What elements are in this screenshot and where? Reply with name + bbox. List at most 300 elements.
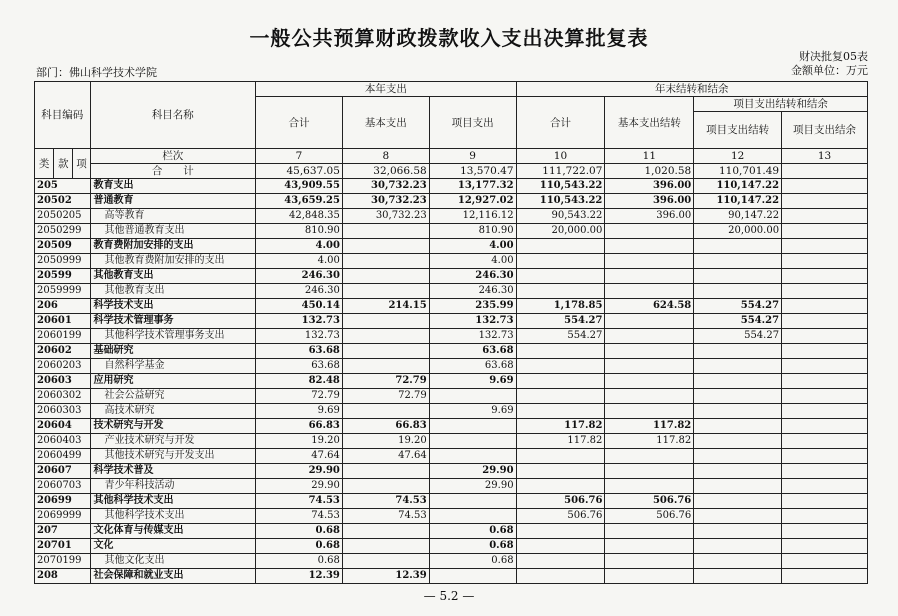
- row-value-v9: 235.99: [429, 299, 516, 314]
- row-value-v9: 0.68: [429, 524, 516, 539]
- row-value-v10: [516, 374, 605, 389]
- row-code: 20701: [35, 539, 91, 554]
- row-value-v11: [605, 404, 694, 419]
- row-value-v10: 90,543.22: [516, 209, 605, 224]
- row-name: 其他教育支出: [90, 269, 256, 284]
- row-value-v13: [782, 554, 868, 569]
- row-value-v11: [605, 389, 694, 404]
- row-value-v8: 72.79: [342, 374, 429, 389]
- row-value-v10: [516, 359, 605, 374]
- row-value-v10: 110,543.22: [516, 194, 605, 209]
- budget-table: [34, 81, 868, 584]
- row-value-v10: [516, 389, 605, 404]
- row-value-v8: [342, 329, 429, 344]
- row-value-v9: [429, 419, 516, 434]
- row-value-v10: [516, 254, 605, 269]
- header-ye-total: 合计: [516, 97, 605, 149]
- row-code: 2050299: [35, 224, 91, 239]
- row-value-v9: 246.30: [429, 269, 516, 284]
- row-value-v11: 396.00: [605, 179, 694, 194]
- row-value-v9: 4.00: [429, 239, 516, 254]
- row-value-v13: [782, 434, 868, 449]
- row-value-v9: 246.30: [429, 284, 516, 299]
- row-value-v13: [782, 254, 868, 269]
- total-v8: 32,066.58: [342, 164, 429, 179]
- row-value-v12: [694, 449, 782, 464]
- row-value-v13: [782, 239, 868, 254]
- row-value-v9: 0.68: [429, 539, 516, 554]
- col-no-7: 7: [256, 149, 343, 164]
- row-value-v7: 43,659.25: [256, 194, 343, 209]
- row-value-v13: [782, 194, 868, 209]
- row-value-v7: 29.90: [256, 464, 343, 479]
- row-value-v8: 30,732.23: [342, 209, 429, 224]
- table-row: [35, 239, 868, 254]
- row-value-v12: [694, 374, 782, 389]
- row-value-v11: [605, 224, 694, 239]
- row-value-v13: [782, 299, 868, 314]
- row-value-v8: [342, 554, 429, 569]
- header-current-year: 本年支出: [256, 82, 516, 97]
- row-value-v8: [342, 224, 429, 239]
- row-name: 文化: [90, 539, 256, 554]
- row-value-v8: [342, 269, 429, 284]
- row-value-v8: 12.39: [342, 569, 429, 584]
- row-value-v13: [782, 404, 868, 419]
- row-value-v11: [605, 269, 694, 284]
- row-value-v12: 554.27: [694, 314, 782, 329]
- row-name: 文化体育与传媒支出: [90, 524, 256, 539]
- row-code: 20602: [35, 344, 91, 359]
- row-value-v9: [429, 449, 516, 464]
- row-value-v9: 13,177.32: [429, 179, 516, 194]
- row-value-v7: 0.68: [256, 554, 343, 569]
- header-code: 科目编码: [35, 82, 91, 149]
- row-value-v11: 624.58: [605, 299, 694, 314]
- row-code: 20603: [35, 374, 91, 389]
- row-value-v11: [605, 479, 694, 494]
- col-no-13: 13: [782, 149, 868, 164]
- row-value-v13: [782, 329, 868, 344]
- row-value-v13: [782, 374, 868, 389]
- row-value-v7: 450.14: [256, 299, 343, 314]
- row-code: 206: [35, 299, 91, 314]
- row-value-v7: 132.73: [256, 314, 343, 329]
- row-code: 2060302: [35, 389, 91, 404]
- row-value-v12: 554.27: [694, 329, 782, 344]
- row-value-v9: 4.00: [429, 254, 516, 269]
- row-value-v9: 29.90: [429, 479, 516, 494]
- row-code: 2069999: [35, 509, 91, 524]
- table-row: [35, 389, 868, 404]
- table-row: [35, 329, 868, 344]
- row-value-v8: [342, 254, 429, 269]
- total-v9: 13,570.47: [429, 164, 516, 179]
- row-code: 2060199: [35, 329, 91, 344]
- row-value-v7: 4.00: [256, 239, 343, 254]
- row-code: 207: [35, 524, 91, 539]
- row-value-v11: 396.00: [605, 209, 694, 224]
- row-value-v9: [429, 569, 516, 584]
- row-value-v13: [782, 344, 868, 359]
- table-row: [35, 254, 868, 269]
- row-code: 2060203: [35, 359, 91, 374]
- row-name: 科学技术管理事务: [90, 314, 256, 329]
- header-project-group: 项目支出结转和结余: [694, 97, 868, 112]
- row-value-v8: 214.15: [342, 299, 429, 314]
- row-value-v9: 810.90: [429, 224, 516, 239]
- row-value-v8: [342, 359, 429, 374]
- header-project: 项目支出: [429, 97, 516, 149]
- total-v12: 110,701.49: [694, 164, 782, 179]
- row-value-v10: [516, 404, 605, 419]
- page-title: 一般公共预算财政拨款收入支出决算批复表: [249, 26, 649, 50]
- col-no-11: 11: [605, 149, 694, 164]
- row-value-v13: [782, 224, 868, 239]
- row-value-v13: [782, 464, 868, 479]
- row-value-v10: [516, 239, 605, 254]
- row-value-v8: 72.79: [342, 389, 429, 404]
- row-value-v13: [782, 479, 868, 494]
- col-no-9: 9: [429, 149, 516, 164]
- row-value-v13: [782, 419, 868, 434]
- row-value-v7: 246.30: [256, 269, 343, 284]
- row-value-v7: 0.68: [256, 524, 343, 539]
- row-code: 20607: [35, 464, 91, 479]
- row-name: 高技术研究: [90, 404, 256, 419]
- row-name: 其他科学技术支出: [90, 494, 256, 509]
- row-value-v12: 110,147.22: [694, 194, 782, 209]
- row-value-v11: [605, 284, 694, 299]
- row-value-v13: [782, 284, 868, 299]
- table-row: [35, 419, 868, 434]
- row-code: 205: [35, 179, 91, 194]
- row-value-v13: [782, 509, 868, 524]
- row-value-v10: [516, 464, 605, 479]
- row-name: 社会保障和就业支出: [90, 569, 256, 584]
- header-name: 科目名称: [90, 82, 256, 149]
- row-name: 科学技术支出: [90, 299, 256, 314]
- row-name: 科学技术普及: [90, 464, 256, 479]
- row-value-v11: [605, 359, 694, 374]
- row-value-v8: [342, 284, 429, 299]
- row-code: 20502: [35, 194, 91, 209]
- row-value-v7: 12.39: [256, 569, 343, 584]
- row-code: 2060703: [35, 479, 91, 494]
- col-no-12: 12: [694, 149, 782, 164]
- table-row: [35, 404, 868, 419]
- total-v13: [782, 164, 868, 179]
- row-value-v12: [694, 269, 782, 284]
- row-value-v12: [694, 569, 782, 584]
- row-value-v13: [782, 269, 868, 284]
- row-value-v11: [605, 329, 694, 344]
- row-value-v12: [694, 494, 782, 509]
- row-name: 应用研究: [90, 374, 256, 389]
- row-value-v12: [694, 464, 782, 479]
- unit-label: 金额单位：万元: [791, 64, 868, 77]
- row-value-v7: 246.30: [256, 284, 343, 299]
- row-value-v9: 9.69: [429, 404, 516, 419]
- row-value-v7: 42,848.35: [256, 209, 343, 224]
- row-value-v9: 12,116.12: [429, 209, 516, 224]
- table-row: [35, 224, 868, 239]
- row-value-v13: [782, 314, 868, 329]
- row-value-v12: [694, 389, 782, 404]
- row-value-v12: 554.27: [694, 299, 782, 314]
- row-value-v13: [782, 359, 868, 374]
- row-value-v7: 810.90: [256, 224, 343, 239]
- table-row: [35, 554, 868, 569]
- total-v11: 1,020.58: [605, 164, 694, 179]
- row-value-v11: [605, 314, 694, 329]
- row-value-v11: 117.82: [605, 434, 694, 449]
- row-value-v13: [782, 449, 868, 464]
- row-code: 2070199: [35, 554, 91, 569]
- row-value-v9: 12,927.02: [429, 194, 516, 209]
- row-value-v10: [516, 344, 605, 359]
- row-value-v10: [516, 554, 605, 569]
- row-value-v12: 90,147.22: [694, 209, 782, 224]
- row-code: 20604: [35, 419, 91, 434]
- row-value-v13: [782, 494, 868, 509]
- row-name: 青少年科技活动: [90, 479, 256, 494]
- row-value-v9: 9.69: [429, 374, 516, 389]
- table-row: [35, 194, 868, 209]
- row-value-v12: [694, 419, 782, 434]
- row-value-v13: [782, 539, 868, 554]
- row-name: 其他教育支出: [90, 284, 256, 299]
- row-name: 其他科学技术管理事务支出: [90, 329, 256, 344]
- row-value-v7: 74.53: [256, 509, 343, 524]
- row-code: 2050999: [35, 254, 91, 269]
- row-value-v11: 506.76: [605, 509, 694, 524]
- row-value-v8: [342, 404, 429, 419]
- row-value-v9: 132.73: [429, 329, 516, 344]
- row-value-v12: [694, 404, 782, 419]
- row-value-v8: 74.53: [342, 494, 429, 509]
- row-name: 社会公益研究: [90, 389, 256, 404]
- row-value-v7: 132.73: [256, 329, 343, 344]
- row-value-v11: [605, 464, 694, 479]
- row-value-v12: [694, 509, 782, 524]
- row-value-v10: [516, 449, 605, 464]
- row-value-v11: 117.82: [605, 419, 694, 434]
- row-value-v10: 117.82: [516, 434, 605, 449]
- row-code: 2060499: [35, 449, 91, 464]
- table-row: [35, 359, 868, 374]
- row-value-v8: [342, 344, 429, 359]
- row-value-v8: 74.53: [342, 509, 429, 524]
- row-value-v9: [429, 389, 516, 404]
- table-row: [35, 269, 868, 284]
- table-row: [35, 434, 868, 449]
- row-value-v10: [516, 479, 605, 494]
- row-value-v12: 110,147.22: [694, 179, 782, 194]
- row-code: 2060403: [35, 434, 91, 449]
- row-value-v12: [694, 434, 782, 449]
- row-value-v10: 1,178.85: [516, 299, 605, 314]
- row-code: 2060303: [35, 404, 91, 419]
- row-value-v13: [782, 389, 868, 404]
- table-row: [35, 539, 868, 554]
- row-value-v12: [694, 254, 782, 269]
- row-value-v12: [694, 284, 782, 299]
- row-code: 20601: [35, 314, 91, 329]
- row-value-v13: [782, 569, 868, 584]
- row-value-v8: [342, 479, 429, 494]
- row-value-v7: 4.00: [256, 254, 343, 269]
- row-value-v13: [782, 524, 868, 539]
- table-row: [35, 449, 868, 464]
- row-value-v12: [694, 479, 782, 494]
- row-value-v8: [342, 539, 429, 554]
- row-name: 产业技术研究与开发: [90, 434, 256, 449]
- row-value-v8: [342, 464, 429, 479]
- row-name: 教育支出: [90, 179, 256, 194]
- row-value-v12: [694, 359, 782, 374]
- row-value-v7: 47.64: [256, 449, 343, 464]
- row-code: 20509: [35, 239, 91, 254]
- row-value-v7: 63.68: [256, 344, 343, 359]
- row-name: 自然科学基金: [90, 359, 256, 374]
- row-name: 教育费附加安排的支出: [90, 239, 256, 254]
- row-value-v11: [605, 554, 694, 569]
- header-kuan: 款: [54, 149, 73, 179]
- row-value-v10: [516, 269, 605, 284]
- row-value-v7: 43,909.55: [256, 179, 343, 194]
- table-row: [35, 179, 868, 194]
- row-value-v11: [605, 449, 694, 464]
- row-code: 208: [35, 569, 91, 584]
- table-row: [35, 209, 868, 224]
- table-row: [35, 509, 868, 524]
- row-value-v10: 110,543.22: [516, 179, 605, 194]
- row-value-v11: 506.76: [605, 494, 694, 509]
- row-value-v8: 66.83: [342, 419, 429, 434]
- row-value-v11: [605, 374, 694, 389]
- row-value-v7: 63.68: [256, 359, 343, 374]
- header-total: 合计: [256, 97, 343, 149]
- table-row: [35, 479, 868, 494]
- row-code: 2059999: [35, 284, 91, 299]
- row-value-v12: 20,000.00: [694, 224, 782, 239]
- header-xiang: 项: [73, 149, 90, 179]
- row-name: 其他科学技术支出: [90, 509, 256, 524]
- row-value-v8: [342, 524, 429, 539]
- row-name: 其他普通教育支出: [90, 224, 256, 239]
- row-name: 技术研究与开发: [90, 419, 256, 434]
- row-value-v7: 74.53: [256, 494, 343, 509]
- row-value-v9: [429, 494, 516, 509]
- row-name: 其他技术研究与开发支出: [90, 449, 256, 464]
- row-value-v10: [516, 524, 605, 539]
- row-value-v11: 396.00: [605, 194, 694, 209]
- row-value-v7: 19.20: [256, 434, 343, 449]
- row-value-v7: 29.90: [256, 479, 343, 494]
- table-row: [35, 314, 868, 329]
- header-lei: 类: [35, 149, 54, 179]
- table-row: [35, 464, 868, 479]
- row-value-v12: [694, 524, 782, 539]
- row-value-v11: [605, 524, 694, 539]
- row-code: 20599: [35, 269, 91, 284]
- row-value-v11: [605, 539, 694, 554]
- header-ye-basic: 基本支出结转: [605, 97, 694, 149]
- row-value-v9: 29.90: [429, 464, 516, 479]
- table-row: [35, 344, 868, 359]
- row-value-v9: [429, 434, 516, 449]
- total-v10: 111,722.07: [516, 164, 605, 179]
- page-number: — 5.2 —: [423, 589, 475, 603]
- row-value-v9: 63.68: [429, 359, 516, 374]
- total-label: 合 计: [90, 164, 256, 179]
- row-value-v7: 72.79: [256, 389, 343, 404]
- department-label: 部门：佛山科学技术学院: [36, 66, 157, 79]
- row-value-v8: 19.20: [342, 434, 429, 449]
- row-code: 2050205: [35, 209, 91, 224]
- row-value-v10: 554.27: [516, 329, 605, 344]
- row-value-v9: 132.73: [429, 314, 516, 329]
- header-ye-proj-carry: 项目支出结转: [694, 112, 782, 149]
- table-row: [35, 374, 868, 389]
- row-value-v11: [605, 344, 694, 359]
- row-value-v11: [605, 254, 694, 269]
- row-value-v10: 506.76: [516, 494, 605, 509]
- row-value-v13: [782, 179, 868, 194]
- row-value-v10: 506.76: [516, 509, 605, 524]
- header-column-no: 栏次: [90, 149, 256, 164]
- row-value-v11: [605, 569, 694, 584]
- table-row: [35, 494, 868, 509]
- row-value-v9: 63.68: [429, 344, 516, 359]
- row-name: 基础研究: [90, 344, 256, 359]
- row-value-v12: [694, 554, 782, 569]
- row-value-v11: [605, 239, 694, 254]
- table-row: [35, 524, 868, 539]
- col-no-10: 10: [516, 149, 605, 164]
- row-value-v10: 554.27: [516, 314, 605, 329]
- row-name: 高等教育: [90, 209, 256, 224]
- row-value-v12: [694, 239, 782, 254]
- row-name: 普通教育: [90, 194, 256, 209]
- table-row: [35, 569, 868, 584]
- form-number: 财决批复05表: [799, 50, 868, 63]
- row-value-v12: [694, 539, 782, 554]
- row-value-v8: 30,732.23: [342, 194, 429, 209]
- row-code: 20699: [35, 494, 91, 509]
- row-value-v7: 82.48: [256, 374, 343, 389]
- col-no-8: 8: [342, 149, 429, 164]
- row-value-v8: [342, 314, 429, 329]
- row-value-v8: 30,732.23: [342, 179, 429, 194]
- row-value-v10: [516, 569, 605, 584]
- row-name: 其他文化支出: [90, 554, 256, 569]
- row-value-v9: 0.68: [429, 554, 516, 569]
- row-value-v8: 47.64: [342, 449, 429, 464]
- row-name: 其他教育费附加安排的支出: [90, 254, 256, 269]
- row-value-v7: 66.83: [256, 419, 343, 434]
- row-value-v10: [516, 539, 605, 554]
- row-value-v12: [694, 344, 782, 359]
- row-value-v7: 9.69: [256, 404, 343, 419]
- header-basic: 基本支出: [342, 97, 429, 149]
- row-value-v13: [782, 209, 868, 224]
- header-year-end: 年末结转和结余: [516, 82, 867, 97]
- table-row: [35, 299, 868, 314]
- row-value-v7: 0.68: [256, 539, 343, 554]
- row-value-v10: 117.82: [516, 419, 605, 434]
